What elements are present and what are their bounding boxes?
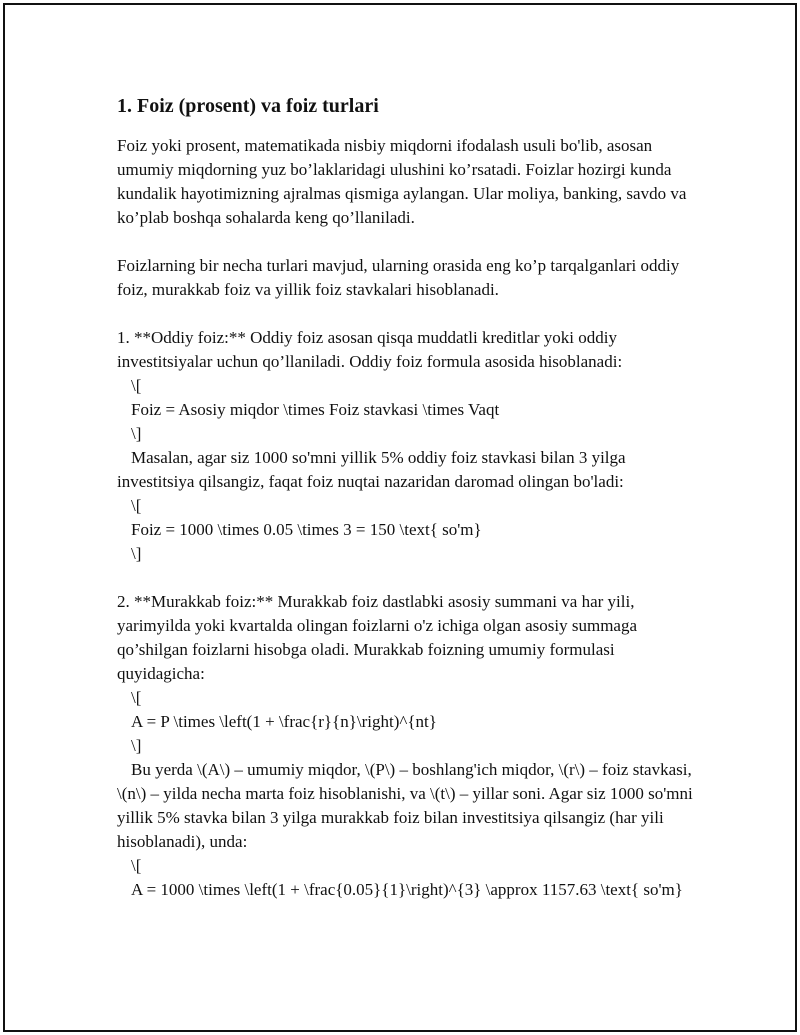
section2-heading: 2. **Murakkab foiz:** Murakkab foiz dastlabki asosiy summani va har yili, yarimyilda yoki kvartalda olingan foizlarni o'z ichiga olgan asosiy summaga qo’shilgan foizlarni hisobga oladi. Murakkab foizning umumiy formulasi quyidagicha: [117, 592, 638, 683]
section1-formula: Foiz = Asosiy miqdor \times Foiz stavkasi \times Vaqt [131, 400, 500, 419]
section2-example-open: \[ [131, 856, 142, 875]
section1-example-formula: Foiz = 1000 \times 0.05 \times 3 = 150 \text{ so'm} [131, 520, 482, 539]
document-body [117, 92, 697, 902]
section1-example-open: \[ [131, 496, 142, 515]
section1-formula-open: \[ [131, 376, 142, 395]
section-simple-interest [117, 326, 697, 566]
section-compound-interest [117, 590, 697, 902]
section2-formula: A = P \times \left(1 + \frac{r}{n}\right)^{nt} [131, 712, 437, 731]
types-paragraph: Foizlarning bir necha turlari mavjud, ularning orasida eng ko’p tarqalganlari oddiy foiz, murakkab foiz va yillik foiz stavkalari hisoblanadi. [117, 256, 680, 299]
section2-explanation: Bu yerda \(A\) – umumiy miqdor, \(P\) – boshlang'ich miqdor, \(r\) – foiz stavkasi, \(n\) – yilda necha marta foiz hisoblanishi, va \(t\) – yillar soni. Agar siz 1000 so'mni yillik 5% stavka bilan 3 yilga murakkab foiz bilan investitsiya qilsangiz (har yili hisoblanadi), unda: [117, 760, 693, 851]
section2-example-formula: A = 1000 \times \left(1 + \frac{0.05}{1}\right)^{3} \approx 1157.63 \text{ so'm} [131, 880, 683, 899]
document-title: 1. Foiz (prosent) va foiz turlari [117, 95, 379, 117]
intro-paragraph: Foiz yoki prosent, matematikada nisbiy miqdorni ifodalash usuli bo'lib, asosan umumiy miqdorning yuz bo’laklaridagi ulushini ko’rsatadi. Foizlar hozirgi kunda kundalik hayotimizning ajralmas qismiga aylangan. Ular moliya, banking, savdo va ko’plab boshqa sohalarda keng qo’llaniladi. [117, 136, 687, 227]
section1-example-text: Masalan, agar siz 1000 so'mni yillik 5% oddiy foiz stavkasi bilan 3 yilga investitsiya qilsangiz, faqat foiz nuqtai nazaridan daromad olingan bo'ladi: [117, 448, 626, 491]
section1-example-close: \] [131, 544, 142, 563]
section1-heading: 1. **Oddiy foiz:** Oddiy foiz asosan qisqa muddatli kreditlar yoki oddiy investitsiyalar uchun qo’llaniladi. Oddiy foiz formula asosida hisoblanadi: [117, 328, 623, 371]
section2-formula-close: \] [131, 736, 142, 755]
section2-formula-open: \[ [131, 688, 142, 707]
section1-formula-close: \] [131, 424, 142, 443]
